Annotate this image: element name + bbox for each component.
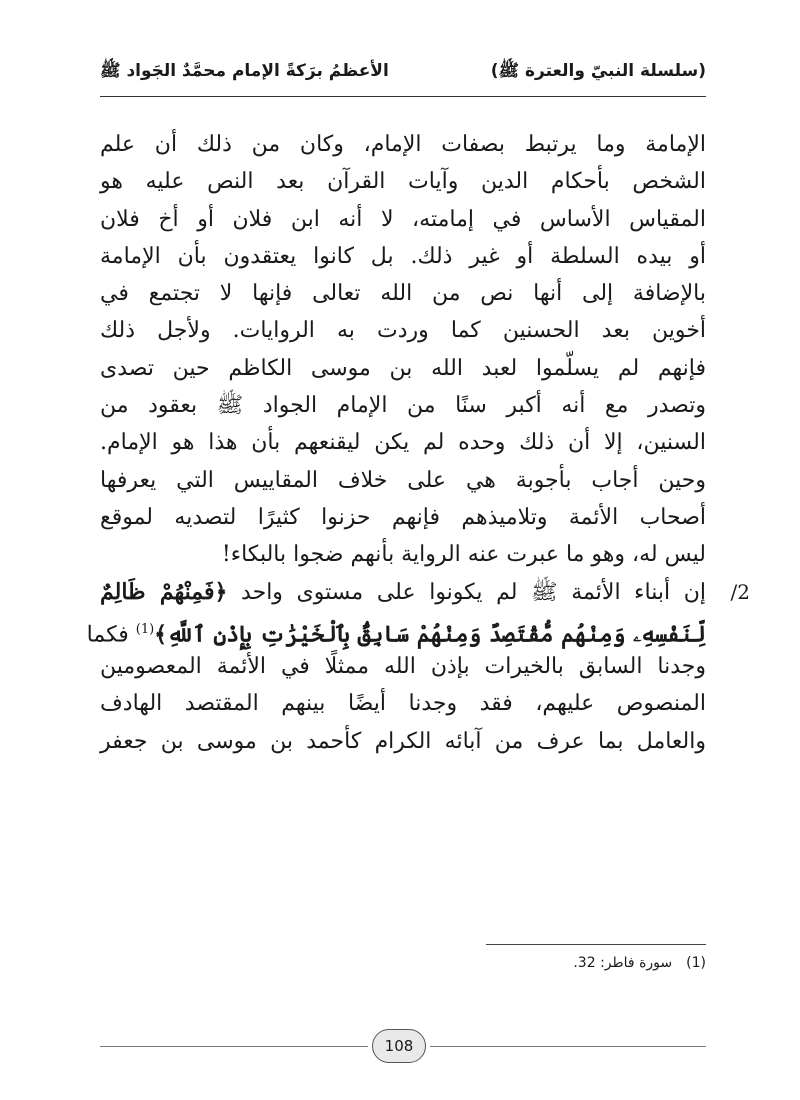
item-text: إن أبناء الأئمة ﷺ لم يكونوا على مستوى واحد (241, 579, 707, 605)
footnote-text: سورة فاطر: 32. (573, 955, 673, 971)
list-item-2 (86, 574, 750, 760)
header-divider (100, 96, 706, 97)
footnote (400, 955, 706, 971)
quran-verse: لِّنَفْسِهِۦ وَمِنْهُم مُّقْتَصِدٌ وَمِنْهُمْ سَابِقٌۢ بِٱلْخَيْرَٰتِ بِإِذْنِ ٱللَّهِ﴾ (154, 621, 706, 648)
body-text (86, 126, 750, 760)
running-header (100, 52, 706, 92)
text-line: الشخص بأحكام الدين وآيات القرآن بعد النص عليه هو (100, 169, 706, 195)
book-title: الأعظمُ برَكةً الإمام محمَّدٌ الجَواد ﷺ (100, 60, 389, 81)
text-line: ليس له، وهو ما عبرت عنه الرواية بأنهم ضجوا بالبكاء! (221, 542, 706, 568)
text-line: السنين، إلا أن ذلك وحده لم يكن ليقنعهم بأن هذا هو الإمام. (100, 430, 706, 456)
item-number: /2 (730, 579, 750, 604)
page-number-rule-left (100, 1046, 368, 1047)
page-number: 108 (372, 1029, 426, 1063)
item-text: فكما (86, 622, 129, 648)
text-line: والعامل بما عرف من آبائه الكرام كأحمد بن موسى بن جعفر (100, 728, 706, 754)
text-line: فإنهم لم يسلّموا لعبد الله بن موسى الكاظم حين تصدى (100, 355, 706, 381)
page-number-rule-right (430, 1046, 706, 1047)
text-line: المقياس الأساس في إمامته، لا أنه ابن فلان أو أخ فلان (100, 206, 706, 232)
quran-verse: ﴿فَمِنْهُمْ ظَالِمٌ (100, 578, 228, 605)
text-line: وحين أجاب بأجوبة هي على خلاف المقاييس التي يعرفها (100, 467, 706, 493)
footnote-divider (486, 944, 706, 945)
text-line: وتصدر مع أنه أكبر سنًا من الإمام الجواد ﷺ بعقود من (100, 393, 706, 419)
text-line (100, 574, 706, 611)
footnote-reference[interactable]: (1) (135, 621, 155, 637)
text-line: أصحاب الأئمة وتلاميذهم فإنهم حزنوا كثيرًا لتصديه لموقع (100, 504, 706, 530)
series-title: (سلسلة النبيّ والعترة ﷺ) (490, 60, 706, 81)
text-line: أخوين بعد الحسنين كما وردت به الروايات. ولأجل ذلك (100, 318, 706, 344)
text-line (86, 611, 706, 648)
text-line: بالإضافة إلى أنها نص من الله تعالى فإنها لا تجتمع في (100, 281, 706, 307)
text-line: أو بيده السلطة أو غير ذلك. بل كانوا يعتقدون بأن الإمامة (100, 243, 706, 269)
footnote-number: (1) (686, 955, 706, 971)
text-line: المنصوص عليهم، فقد وجدنا أيضًا بينهم المقتصد الهادف (100, 691, 706, 717)
text-line: وجدنا السابق بالخيرات بإذن الله ممثلًا في الأئمة المعصومين (100, 654, 706, 680)
text-line: الإمامة وما يرتبط بصفات الإمام، وكان من ذلك أن علم (100, 132, 706, 157)
